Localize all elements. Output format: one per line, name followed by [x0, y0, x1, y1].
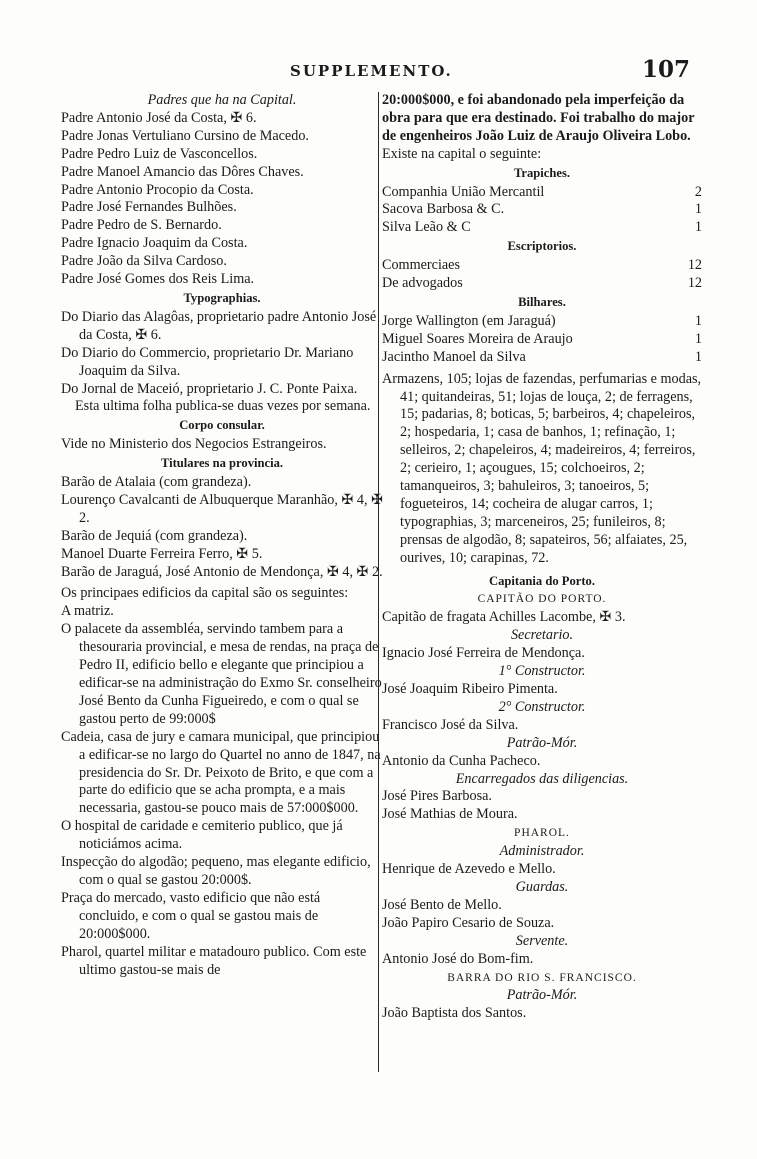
list-item: Padre Antonio José da Costa, ✠ 6.	[61, 109, 257, 126]
list-item: Lourenço Cavalcanti de Albuquerque Maranhão, ✠ 4, ✠ 2.	[61, 491, 384, 526]
list-item: Padre Ignacio Joaquim da Costa.	[61, 235, 248, 252]
list-item: Barão de Jequiá (com grandeza).	[61, 527, 248, 544]
barra-heading: BARRA DO RIO S. FRANCISCO.	[447, 971, 637, 984]
list-item: Do Diario do Commercio, proprietario Dr. Mariano Joaquim da Silva.	[61, 344, 354, 379]
list-item: Do Jornal de Maceió, proprietario J. C. Ponte Paixa.	[61, 380, 358, 397]
encarregados-heading: Encarregados das diligencias.	[455, 770, 629, 787]
administrador-heading: Administrador.	[499, 843, 585, 860]
table-row: Sacova Barbosa & C. 1	[382, 201, 702, 218]
list-item: Barão de Atalaia (com grandeza).	[61, 474, 252, 491]
bilhares-heading: Bilhares.	[518, 294, 566, 309]
corpo-heading: Corpo consular.	[179, 418, 265, 433]
list-item: Padre Pedro de S. Bernardo.	[61, 217, 222, 234]
list-item: José Mathias de Moura.	[382, 806, 518, 823]
constructor1-name: José Joaquim Ribeiro Pimenta.	[382, 681, 558, 697]
pharol-heading: PHAROL.	[514, 827, 570, 840]
running-title: SUPPLEMENTO.	[290, 62, 453, 80]
left-column	[61, 92, 383, 979]
administrador-name: Henrique de Azevedo e Mello.	[382, 861, 556, 878]
list-item: Praça do mercado, vasto edificio que não está concluido, e com o qual se gastou mais de 20:000$000.	[61, 889, 321, 942]
right-column	[382, 92, 702, 1023]
list-item: Pharol, quartel militar e matadouro publico. Com este ultimo gastou-se mais de	[61, 943, 367, 978]
patrao-heading: Patrão-Mór.	[506, 734, 578, 751]
armazens-text: Armazens, 105; lojas de fazendas, perfumarias e modas, 41; quitandeiras, 51; lojas de louça, 2; de ferragens, 15; padarias, 8; boticas, 5; barbeiros, 4; chapeleiros, 2; hospedaria, 1; casa de banhos, 1; refinação, 1; selleiros, 2; chapeleiros, 4; madeireiros, 4; ferreiros, 2; cerieiro, 1; açougues, 15; colchoeiros, 2; tamanqueiros, 3; bahuleiros, 3; tanoeiros, 5; fogueteiros, 14; cocheira de alugar carros, 1; typographias, 3; marceneiros, 25; funileiros, 8; prensas de algodão, 8; sapateiros, 56; alfaiates, 25, ourives, 10; carapinas, 72.	[382, 370, 702, 566]
escriptorios-heading: Escriptorios.	[507, 239, 577, 254]
constructor2-name: Francisco José da Silva.	[382, 716, 519, 733]
table-row: Jorge Wallington (em Jaraguá) 1	[382, 312, 702, 329]
constructor2-heading: 2° Constructor.	[498, 698, 586, 715]
servente-heading: Servente.	[515, 932, 569, 949]
secretario-name: Ignacio José Ferreira de Mendonça.	[382, 645, 585, 662]
list-item: Cadeia, casa de jury e camara municipal, que principiou a edificar-se no largo do Quartel no anno de 1847, na presidencia do Sr. Dr. Peixoto de Brito, e que com a parte do edificio que se acha prompta, e a mais necessaria, gastou-se pouco mais de 57:000$000.	[61, 728, 381, 817]
list-item: A matriz.	[61, 603, 114, 620]
table-row: Silva Leão & C 1	[382, 219, 702, 236]
secretario-heading: Secretario.	[510, 627, 574, 644]
continuation-text: 20:000$000, e foi abandonado pela imperfeição da obra para que era destinado. Foi trabalho do major de engenheiros João Luiz de Araujo Oliveira Lobo.	[382, 92, 695, 144]
table-row: Companhia União Mercantil 2	[382, 183, 702, 200]
typographias-heading: Typographias.	[183, 290, 261, 305]
edificios-intro: Os principaes edificios da capital são os seguintes:	[61, 585, 349, 602]
table-row: Commerciaes 12	[382, 257, 702, 274]
list-item: O hospital de caridade e cemiterio publico, que já noticiámos acima.	[61, 818, 343, 853]
barra-patrao-name: João Baptista dos Santos.	[382, 1005, 527, 1022]
corpo-text: Vide no Ministerio dos Negocios Estrangeiros.	[61, 436, 327, 453]
list-item: Padre Jonas Vertuliano Cursino de Macedo.	[61, 127, 309, 144]
list-item: José Pires Barbosa.	[382, 788, 492, 805]
trapiches-heading: Trapiches.	[513, 165, 571, 180]
list-item: Barão de Jaraguá, José Antonio de Mendonça, ✠ 4, ✠ 2.	[61, 563, 383, 580]
page-header	[0, 56, 757, 86]
list-item: Padre Pedro Luiz de Vasconcellos.	[61, 145, 258, 162]
capitania-heading: Capitania do Porto.	[488, 573, 595, 588]
barra-patrao-heading: Patrão-Mór.	[506, 987, 578, 1004]
list-item: Manoel Duarte Ferreira Ferro, ✠ 5.	[61, 545, 263, 562]
capitao-heading: CAPITÃO DO PORTO.	[477, 593, 607, 606]
guardas-heading: Guardas.	[515, 878, 569, 895]
list-item: Padre Antonio Procopio da Costa.	[61, 181, 254, 198]
capitao-name: Capitão de fragata Achilles Lacombe, ✠ 3.	[382, 609, 626, 626]
list-item: Do Diario das Alagôas, proprietario padre Antonio José da Costa, ✠ 6.	[61, 308, 377, 343]
list-item: Padre José Fernandes Bulhões.	[61, 199, 237, 216]
servente-name: Antonio José do Bom-fim.	[382, 950, 534, 967]
typographias-note: Esta ultima folha publica-se duas vezes por semana.	[75, 398, 371, 415]
list-item: Padre Manoel Amancio das Dôres Chaves.	[61, 163, 304, 180]
table-row: Miguel Soares Moreira de Araujo 1	[382, 330, 702, 347]
titulares-heading: Titulares na provincia.	[160, 456, 284, 471]
table-row: Jacintho Manoel da Silva 1	[382, 348, 702, 365]
list-item: Padre João da Silva Cardoso.	[61, 253, 227, 270]
existe-text: Existe na capital o seguinte:	[382, 145, 542, 162]
patrao-name: Antonio da Cunha Pacheco.	[382, 752, 541, 769]
table-row: De advogados 12	[382, 275, 702, 292]
list-item: Inspecção do algodão; pequeno, mas elegante edificio, com o qual se gastou 20:000$.	[61, 854, 371, 888]
page-number: 107	[642, 56, 691, 83]
padres-heading: Padres que ha na Capital.	[147, 92, 297, 108]
constructor1-heading: 1° Constructor.	[498, 663, 586, 680]
list-item: Padre José Gomes dos Reis Lima.	[61, 271, 255, 288]
list-item: O palacete da assembléa, servindo tambem para a thesouraria provincial, e mesa de rendas, na praça de Pedro II, edificio bello e elegante que principiou a edificar-se na administração do Exmo Sr. conselheiro José Bento da Cunha Figueiredo, e com o qual se gastou perto de 99:000$	[61, 621, 382, 727]
list-item: João Papiro Cesario de Souza.	[382, 914, 555, 931]
list-item: José Bento de Mello.	[382, 896, 502, 913]
